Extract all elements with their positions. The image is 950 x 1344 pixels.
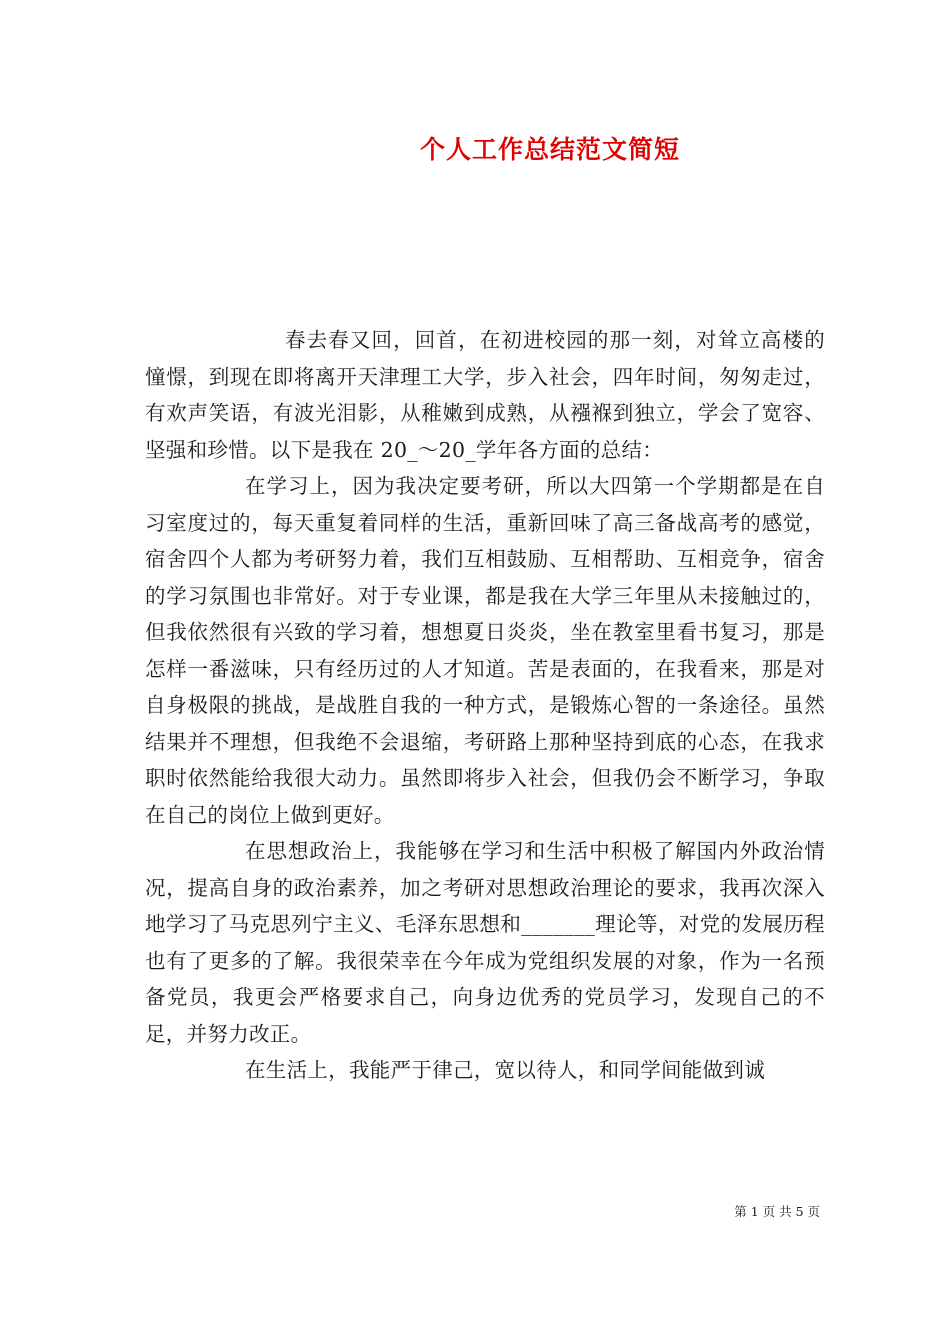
page-number-footer: 第 1 页 共 5 页 [734, 1204, 820, 1219]
paragraph-life: 在生活上，我能严于律己，宽以待人，和同学间能做到诚 [245, 1058, 765, 1082]
paragraph-intro: 春去春又回，回首，在初进校园的那一刻，对耸立高楼的憧憬，到现在即将离开天津理工大学，步入社会，四年时间，匆匆走过，有欢声笑语，有波光泪影，从稚嫩到成熟，从襁褓到独立，学会了宽容、坚强和珍惜。以下是我在 20_～20_学年各方面的总结： [145, 328, 825, 462]
document-body [145, 322, 825, 1089]
paragraph-study: 在学习上，因为我决定要考研，所以大四第一个学期都是在自习室度过的，每天重复着同样的生活，重新回味了高三备战高考的感觉，宿舍四个人都为考研努力着，我们互相鼓励、互相帮助、互相竞争，宿舍的学习氛围也非常好。对于专业课，都是我在大学三年里从未接触过的，但我依然很有兴致的学习着，想想夏日炎炎，坐在教室里看书复习，那是怎样一番滋味，只有经历过的人才知道。苦是表面的，在我看来，那是对自身极限的挑战，是战胜自我的一种方式，是锻炼心智的一条途径。虽然结果并不理想，但我绝不会退缩，考研路上那种坚持到底的心态，在我求职时依然能给我很大动力。虽然即将步入社会，但我仍会不断学习，争取在自己的岗位上做到更好。 [145, 474, 825, 827]
paragraph-politics: 在思想政治上，我能够在学习和生活中积极了解国内外政治情况，提高自身的政治素养，加之考研对思想政治理论的要求，我再次深入地学习了马克思列宁主义、毛泽东思想和_______理论等，对党的发展历程也有了更多的了解。我很荣幸在今年成为党组织发展的对象，作为一名预备党员，我更会严格要求自己，向身边优秀的党员学习，发现自己的不足，并努力改正。 [145, 839, 825, 1046]
document-title: 个人工作总结范文简短 [419, 135, 680, 164]
